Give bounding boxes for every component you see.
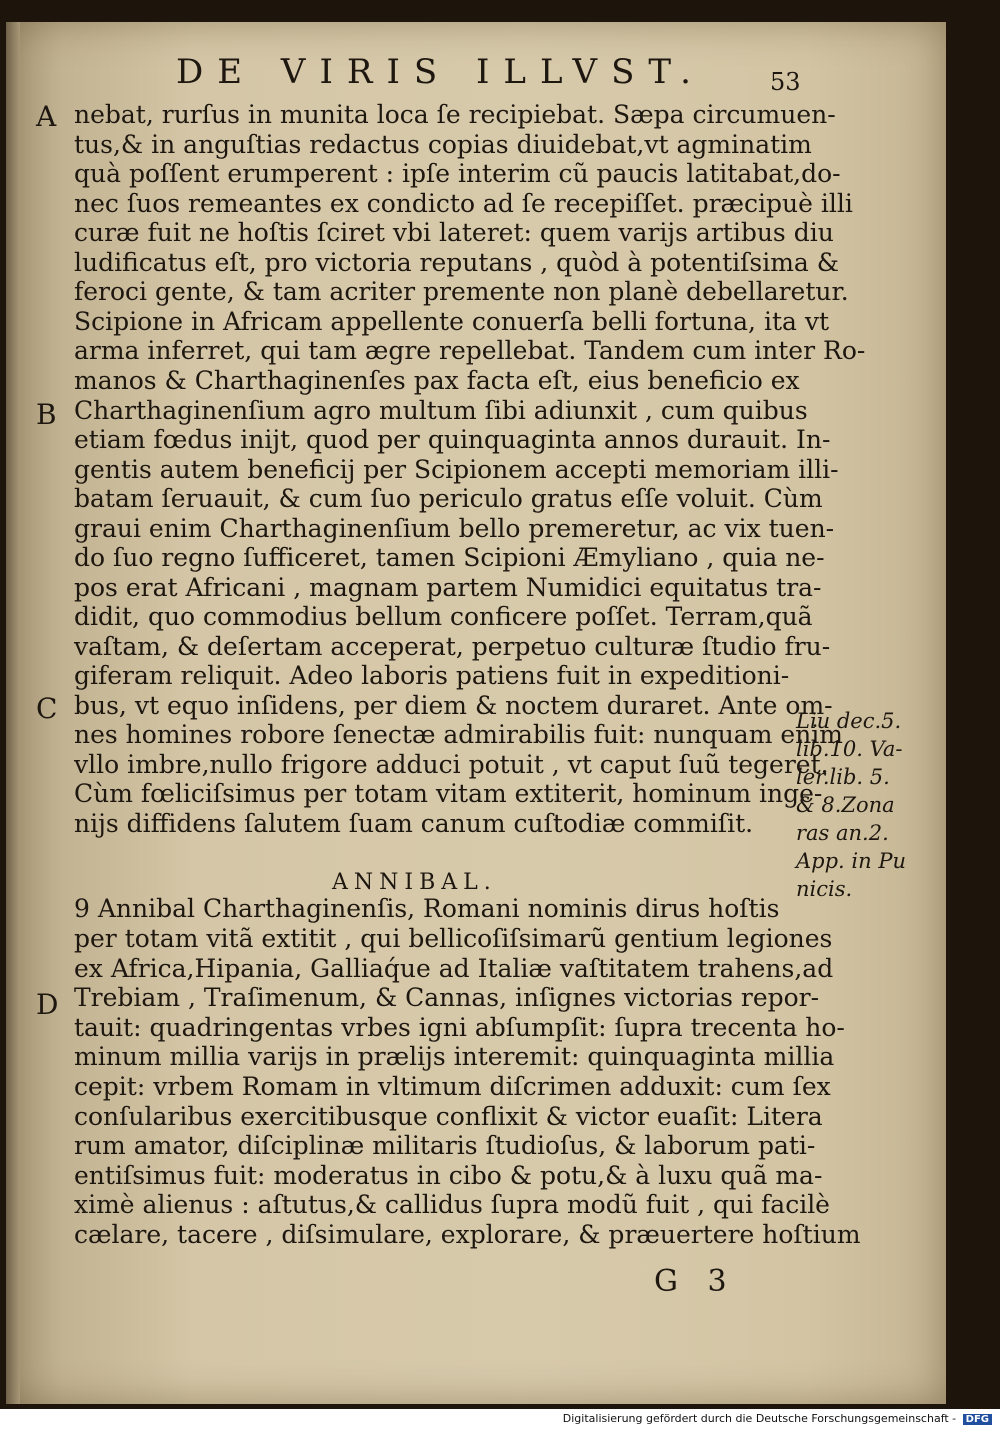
- body-line: Trebiam , Traſimenum, & Cannas, inſignes victorias repor-: [74, 983, 820, 1012]
- body-line: arma inferret, qui tam ægre repellebat. Tandem cum inter Ro-: [74, 336, 866, 365]
- margin-note: nicis.: [796, 877, 853, 901]
- dfg-logo: DFG: [963, 1414, 992, 1425]
- body-line: gentis autem beneficij per Scipionem accepti memoriam illi-: [74, 455, 839, 484]
- body-line: giferam reliquit. Adeo laboris patiens fuit in expeditioni-: [74, 661, 790, 690]
- body-line: Cùm fœliciſsimus per totam vitam extiterit, hominum inge-: [74, 779, 823, 808]
- body-line: 9 Annibal Charthaginenſis, Romani nominis dirus hoſtis: [74, 894, 780, 923]
- body-line: minum millia varijs in prælijs interemit: quinquaginta millia: [74, 1042, 835, 1071]
- footer: [563, 1412, 992, 1425]
- body-line: didit, quo commodius bellum conficere poſſet. Terram,quã: [74, 602, 813, 631]
- body-line: manos & Charthaginenſes pax facta eſt, eius beneficio ex: [74, 366, 800, 395]
- body-line: nebat, rurſus in munita loca ſe recipiebat. Sæpa circumuen-: [74, 100, 836, 129]
- body-line: per totam vitã extitit , qui bellicoſiſsimarũ gentium legiones: [74, 924, 833, 953]
- page-number: 53: [770, 68, 801, 96]
- margin-note: lib.10. Va-: [796, 737, 903, 761]
- body-line: nijs diffidens ſalutem ſuam canum cuſtodiæ commiſit.: [74, 809, 754, 838]
- margin-note: & 8.Zona: [796, 793, 895, 817]
- body-line: cepit: vrbem Romam in vltimum diſcrimen adduxit: cum ſex: [74, 1072, 831, 1101]
- running-head: DE VIRIS ILLVST.: [176, 52, 705, 92]
- body-line: batam ſeruauit, & cum ſuo periculo gratus eſſe voluit. Cùm: [74, 484, 823, 513]
- body-line: cælare, tacere , diſsimulare, explorare, & præuertere hoſtium: [74, 1220, 861, 1249]
- body-line: tus,& in anguſtias redactus copias diuidebat,vt agminatim: [74, 130, 812, 159]
- margin-note: Liu dec.5.: [796, 709, 902, 733]
- body-line: Charthaginenſium agro multum ſibi adiunxit , cum quibus: [74, 396, 808, 425]
- footer-text: Digitalisierung gefördert durch die Deutsche Forschungsgemeinschaft -: [562, 1412, 957, 1425]
- section-letter-c: C: [36, 692, 58, 725]
- body-line: nes homines robore ſenectæ admirabilis fuit: nunquam enim: [74, 720, 843, 749]
- body-line: conſularibus exercitibusque conflixit & victor euaſit: Litera: [74, 1102, 823, 1131]
- body-line: do ſuo regno ſufficeret, tamen Scipioni Æmyliano , quia ne-: [74, 543, 825, 572]
- section-letter-b: B: [36, 398, 57, 431]
- body-line: quà poſſent erumperent : ipſe interim cũ paucis latitabat,do-: [74, 159, 841, 188]
- body-line: bus, vt equo inſidens, per diem & noctem duraret. Ante om-: [74, 691, 833, 720]
- body-line: curæ fuit ne hoſtis ſciret vbi lateret: quem varijs artibus diu: [74, 218, 834, 247]
- page-gutter-shadow: [6, 22, 20, 1404]
- margin-note: ras an.2.: [796, 821, 889, 845]
- body-line: tauit: quadringentas vrbes igni abſumpſit: ſupra trecenta ho-: [74, 1013, 845, 1042]
- body-line: Scipione in Africam appellente conuerſa belli fortuna, ita vt: [74, 307, 830, 336]
- section-letter-d: D: [36, 988, 59, 1021]
- body-line: vllo imbre,nullo frigore adduci potuit , vt caput ſuũ tegeret.: [74, 750, 829, 779]
- catchword: G 3: [654, 1264, 737, 1299]
- body-line: graui enim Charthaginenſium bello premeretur, ac vix tuen-: [74, 514, 835, 543]
- book-page: [6, 22, 946, 1404]
- margin-note: App. in Pu: [796, 849, 906, 873]
- body-line: ludificatus eſt, pro victoria reputans , quòd à potentiſsima &: [74, 248, 840, 277]
- body-line: ex Africa,Hipania, Galliaq́ue ad Italiæ vaſtitatem trahens,ad: [74, 954, 834, 983]
- body-line: entiſsimus fuit: moderatus in cibo & potu,& à luxu quã ma-: [74, 1161, 823, 1190]
- body-line: etiam fœdus inijt, quod per quinquaginta annos durauit. In-: [74, 425, 831, 454]
- body-line: rum amator, diſciplinæ militaris ſtudioſus, & laborum pati-: [74, 1131, 816, 1160]
- margin-note: ler.lib. 5.: [796, 765, 890, 789]
- body-line: feroci gente, & tam acriter premente non planè debellaretur.: [74, 277, 849, 306]
- section-heading: ANNIBAL.: [332, 870, 497, 895]
- section-letter-a: A: [36, 100, 57, 133]
- body-line: pos erat Africani , magnam partem Numidici equitatus tra-: [74, 573, 822, 602]
- body-line: ximè alienus : aſtutus,& callidus ſupra modũ fuit , qui facilè: [74, 1190, 830, 1219]
- body-line: nec ſuos remeantes ex condicto ad ſe recepiſſet. præcipuè illi: [74, 189, 853, 218]
- body-line: vaſtam, & deſertam acceperat, perpetuo culturæ ſtudio fru-: [74, 632, 831, 661]
